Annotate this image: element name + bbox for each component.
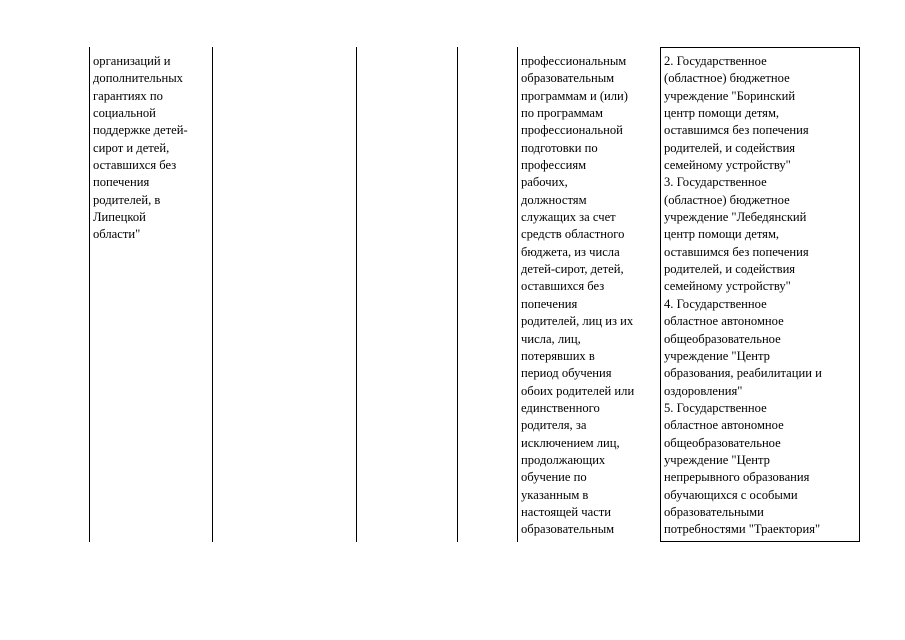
cell-line: 4. Государственное [664,296,767,311]
cell-line: образовательным [521,522,615,537]
table-cell-col2 [93,53,188,244]
cell-line: общеобразовательное [664,331,781,346]
cell-line: потерявших в [521,348,595,363]
cell-line: 5. Государственное [664,400,767,415]
cell-line: бюджета, из числа [521,244,620,259]
cell-line: попечения [521,296,578,311]
cell-line: семейному устройству" [664,158,791,173]
cell-line: единственного [521,400,600,415]
cell-line: служащих за счет [521,210,616,225]
cell-line: средств областного [521,227,625,242]
cell-line: социальной [93,106,156,121]
cell-line: продолжающих [521,452,606,467]
cell-line: настоящей части [521,504,612,519]
cell-line: подготовки по [521,140,598,155]
cell-line: оставшимся без попечения [664,244,809,259]
cell-line: (областное) бюджетное [664,192,790,207]
cell-line: профессиональной [521,123,623,138]
cell-line: Липецкой [93,210,146,225]
cell-line: родителей, лиц из их [521,314,634,329]
cell-line: центр помощи детям, [664,106,780,121]
cell-line: оставшимся без попечения [664,123,809,138]
cell-line: по программам [521,106,603,121]
cell-line: родителей, и содействия [664,262,796,277]
cell-border-top [660,47,860,48]
cell-line: 3. Государственное [664,175,767,190]
column-rule [660,47,661,542]
cell-line: областное автономное [664,418,784,433]
column-rule [356,47,357,542]
cell-line: профессиям [521,158,587,173]
column-rule [89,47,90,542]
cell-line: программам и (или) [521,88,628,103]
cell-line: образовательным [521,71,615,86]
cell-line: области" [93,227,141,242]
cell-line: оздоровления" [664,383,743,398]
cell-line: обучение по [521,470,587,485]
cell-line: родителей, и содействия [664,140,796,155]
column-rule [212,47,213,542]
cell-line: образовательными [664,504,764,519]
cell-line: семейному устройству" [664,279,791,294]
cell-line: 2. Государственное [664,54,767,68]
column-rule [457,47,458,542]
cell-line: учреждение "Боринский [664,88,796,103]
table-cell-col6 [521,53,634,539]
cell-line: родителя, за [521,418,587,433]
cell-line: поддержке детей- [93,123,188,138]
cell-line: оставшихся без [93,158,177,173]
cell-line: организаций и [93,54,171,68]
cell-line: детей-сирот, детей, [521,262,624,277]
cell-line: учреждение "Лебедянский [664,210,807,225]
cell-line: образования, реабилитации и [664,366,822,381]
cell-line: обучающихся с особыми [664,487,798,502]
cell-line: профессиональным [521,54,627,68]
column-rule [859,47,860,542]
cell-line: (областное) бюджетное [664,71,790,86]
cell-line: указанным в [521,487,589,502]
cell-border-bottom [660,541,860,542]
cell-line: учреждение "Центр [664,452,770,467]
cell-line: числа, лиц, [521,331,581,346]
cell-line: должностям [521,192,587,207]
table-cell-col7 [664,53,822,539]
cell-line: рабочих, [521,175,568,190]
cell-line: областное автономное [664,314,784,329]
cell-line: исключением лиц, [521,435,620,450]
cell-line: гарантиях по [93,88,163,103]
column-rule [517,47,518,542]
cell-line: дополнительных [93,71,183,86]
cell-line: общеобразовательное [664,435,781,450]
cell-line: обоих родителей или [521,383,635,398]
cell-line: сирот и детей, [93,140,170,155]
cell-line: непрерывного образования [664,470,810,485]
cell-line: родителей, в [93,192,161,207]
cell-line: потребностями "Траектория" [664,522,821,537]
cell-line: учреждение "Центр [664,348,770,363]
cell-line: оставшихся без [521,279,605,294]
cell-line: период обучения [521,366,612,381]
cell-line: центр помощи детям, [664,227,780,242]
cell-line: попечения [93,175,150,190]
